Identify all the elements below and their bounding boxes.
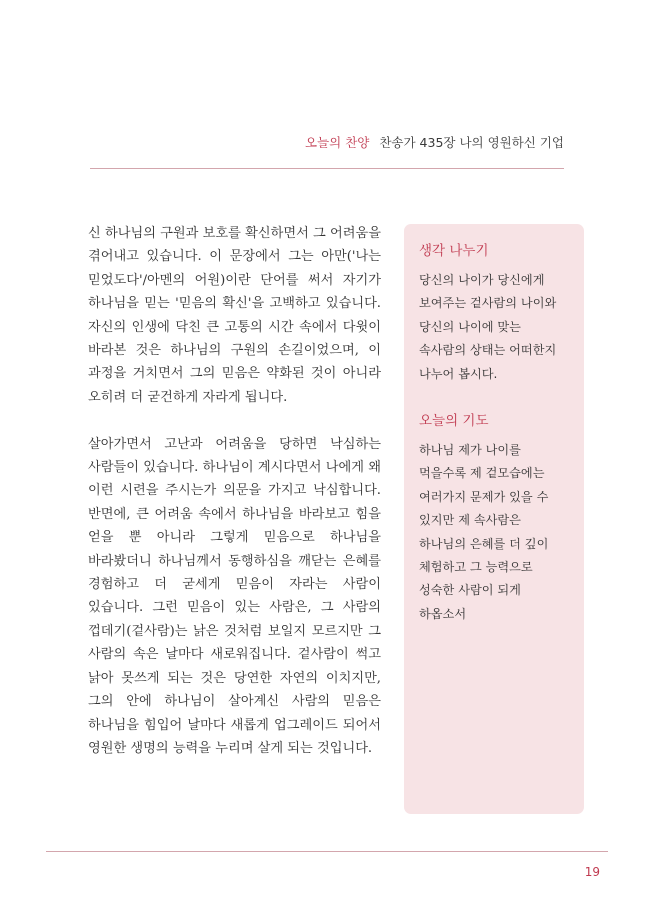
sidebar-sharing-text: 당신의 나이가 당신에게 보여주는 겉사람의 나이와 당신의 나이에 맞는 속사람의 상태는 어떠한지 나누어 봅시다. (419, 273, 557, 381)
sidebar-prayer-title: 오늘의 기도 (419, 413, 489, 430)
footer-divider (46, 851, 608, 852)
page-number: 19 (584, 865, 600, 879)
sidebar-prayer-text: 하나님 제가 나이를 먹을수록 제 겉모습에는 여러가지 문제가 있을 수 있지만 제 속사람은 하나님의 은혜를 더 깊이 체험하고 그 능력으로 성숙한 사람이 되게 하옵소서 (419, 443, 549, 621)
main-text-column (88, 222, 381, 760)
header-divider (90, 168, 564, 169)
body-paragraph-2: 살아가면서 고난과 어려움을 당하면 낙심하는 사람들이 있습니다. 하나님이 계시다면서 나에게 왜 이런 시련을 주시는가 의문을 가지고 낙심합니다. 반면에, 큰 어려움 속에서 하나님을 바라보고 힘을 얻을 뿐 아니라 그렇게 믿음으로 하나님을 바라봤더니 하나님께서 동행하심을 깨닫는 은혜를 경험하고 더 굳세게 믿음이 자라는 사람이 있습니다. 그런 믿음이 있는 사람은, 그 사람의 껍데기(겉사람)는 낡은 것처럼 보일지 모르지만 그 사람의 속은 날마다 새로워집니다. 겉사람이 썩고 낡아 못쓰게 되는 것은 당연한 자연의 이치지만, 그의 안에 하나님이 살아계신 사람의 믿음은 하나님을 힘입어 날마다 새롭게 업그레이드 되어서 영원한 생명의 능력을 누리며 살게 되는 것입니다. (88, 436, 381, 756)
sidebar-box (404, 224, 584, 814)
body-paragraph-1: 신 하나님의 구원과 보호를 확신하면서 그 어려움을 겪어내고 있습니다. 이 문장에서 그는 아만('나는 믿었도다'/아멘의 어원)이란 단어를 써서 자기가 하나님을 믿는 '믿음의 확신'을 고백하고 있습니다. 자신의 인생에 닥친 큰 고통의 시간 속에서 다윗이 바라본 것은 하나님의 구원의 손길이었으며, 이 과정을 거치면서 그의 믿음은 약화된 것이 아니라 오히려 더 굳건하게 자라게 됩니다. (88, 226, 381, 405)
sidebar-sharing-title: 생각 나누기 (419, 243, 489, 259)
header-section-label: 오늘의 찬양 (305, 135, 370, 150)
running-header (305, 134, 564, 152)
header-hymn-title: 찬송가 435장 나의 영원하신 기업 (379, 135, 564, 150)
